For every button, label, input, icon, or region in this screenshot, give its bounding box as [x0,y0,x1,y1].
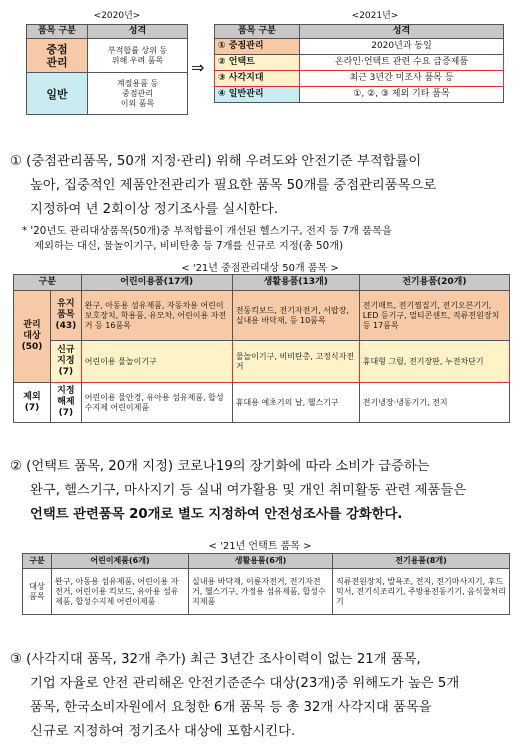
row-label-retained: 유지 품목 (43) [51,291,82,341]
section2-line1: ② (언택트 품목, 20개 지정) 코로나19의 장기화에 따라 소비가 급증하는 [10,459,430,474]
header-living: 생활용품(13개) [232,275,359,291]
caption-2021: <2021년> [351,11,399,21]
header-nature: 성격 [300,25,504,39]
header-nature: 성격 [88,25,188,39]
row-label-target: 대상 품목 [23,569,52,615]
header-electric: 전기용품(20개) [359,275,509,291]
section1-line2: 높아, 집중적인 제품안전관리가 필요한 품목 50개를 중점관리품목으로 [30,178,437,193]
header-electric: 전기용품(8개) [333,554,510,569]
note-line2: 제외하는 대신, 물놀이기구, 비비탄총 등 7개를 신규로 지정(총 50개) [34,240,344,252]
category-general: 일반 [27,73,88,115]
desc-focus-2021: 2020년과 동일 [300,39,504,55]
released-living: 휴대용 예초기의 날, 헬스기구 [232,383,359,423]
table-2020 [26,24,188,115]
section3-line4: 신규로 지정하여 정기조사 대상에 포함시킨다. [30,724,296,739]
header-children: 어린이제품(6개) [52,554,189,569]
section1-line3: 지정하여 년 2회이상 정기조사를 실시한다. [30,202,278,217]
section2-line2: 완구, 헬스기구, 마사지기 등 실내 여가활용 및 개인 취미활동 관련 제품들은 [30,483,467,498]
untact-electric: 직류전원장치, 발욕조, 전지, 전기마사지기, 후드믹서, 전기식조리기, 주방용전동기기, 음식물처리기 [333,569,510,615]
retained-children: 완구, 아동용 섬유제품, 자동차용 어린이보호장치, 학용품, 유모차, 어린이용 자전거 등 16품목 [81,291,232,341]
header-division: 구분 [14,275,82,291]
arrow-icon: ⇒ [191,58,205,77]
group-excluded: 제외 (7) [14,383,51,423]
table-2021 [214,24,504,103]
untact-items-table [22,553,510,615]
category-untact: ② 언택트 [215,55,300,71]
section3-line1: ③ (사각지대 품목, 32개 추가) 최근 3년간 조사이력이 없는 21개 품목, [10,652,421,667]
section3-line3: 품목, 한국소비자원에서 요청한 6개 품목 등 총 32개 사각지대 품목을 [30,700,432,715]
category-focus: 중점 관리 [27,39,88,73]
group-managed: 관리 대상 (50) [14,291,51,383]
untact-living: 실내용 바닥재, 이륜자전거, 전기자전거, 헬스기구, 가정용 섬유제품, 합성수지제품 [189,569,333,615]
desc-general-2021: ①, ②, ③ 제외 기타 품목 [300,87,504,103]
desc-focus: 부적합률 상위 등 위해 우려 품목 [88,39,188,73]
caption-2020: <2020년> [93,11,141,21]
released-electric: 전기냉장·냉동기기, 전지 [359,383,509,423]
desc-untact: 온라인·언택트 관련 수요 급증제품 [300,55,504,71]
retained-living: 전동킥보드, 전기자전거, 서랍장, 실내용 바닥재, 등 10품목 [232,291,359,341]
untact-children: 완구, 아동용 섬유제품, 어린이용 자전거, 어린이용 킥보드, 유아용 섬유제품, 합성수지제 어린이제품 [52,569,189,615]
new-electric: 휴대형 그릴, 전기장판, 누전차단기 [359,341,509,383]
retained-electric: 전기매트, 전기찜질기, 전기오븐기기, LED 등기구, 멀티콘센트, 직류전원장치 등 17품목 [359,291,509,341]
header-category: 품목 구분 [27,25,88,39]
header-category: 품목 구분 [215,25,300,39]
section1-line1: ① (중점관리품목, 50개 지정·관리) 위해 우려도와 안전기준 부적합률이 [10,154,422,169]
released-children: 어린이용 물안경, 유아용 섬유제품, 합성수지제 어린이제품 [81,383,232,423]
new-children: 어린이용 물놀이기구 [81,341,232,383]
header-children: 어린이용품(17개) [81,275,232,291]
desc-general: 계절용품 등 중점관리 이외 품목 [88,73,188,115]
table1-caption: < '21년 중점관리대상 50개 품목 > [181,263,339,274]
desc-blindspot: 최근 3년간 미조사 품목 등 [300,71,504,87]
category-blindspot: ③ 사각지대 [215,71,300,87]
section2-line3: 언택트 관련품목 20개로 별도 지정하여 안전성조사를 강화한다. [30,507,403,522]
section3-line2: 기업 자율로 안전 관리해온 안전기준준수 대상(23개)중 위해도가 높은 5개 [30,676,460,691]
row-label-new: 신규 지정 (7) [51,341,82,383]
focus-items-table [13,274,510,423]
header-division: 구분 [23,554,52,569]
note-line1: * '20년도 관리대상품목(50개)중 부적합률이 개선된 헬스기구, 전지 등 7개 품목을 [22,225,392,237]
category-general-2021: ④ 일반관리 [215,87,300,103]
category-focus-2021: ① 중점관리 [215,39,300,55]
row-label-released: 지정 해제 (7) [51,383,82,423]
new-living: 물놀이기구, 비비탄총, 고정식자전거 [232,341,359,383]
header-living: 생활용품(6개) [189,554,333,569]
table2-caption: < '21년 언택트 품목 > [208,541,312,552]
